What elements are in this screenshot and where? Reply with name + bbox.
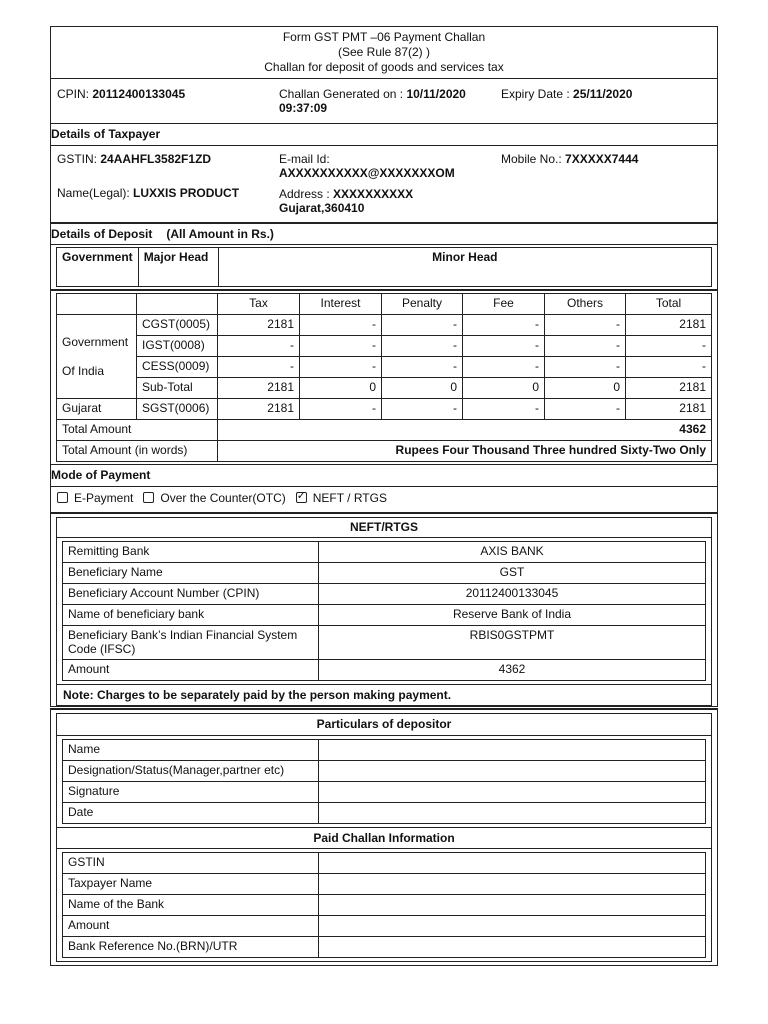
legal-name-value: LUXXIS PRODUCT (133, 186, 240, 201)
neft-note: Note: Charges to be separately paid by the person making payment. (57, 684, 711, 705)
paid-value-blank (319, 937, 706, 958)
cell-value: - (463, 336, 545, 357)
option-label: Over the Counter(OTC) (160, 491, 286, 505)
cell-value: - (300, 336, 382, 357)
neft-section (51, 512, 717, 706)
paid-value-blank (319, 853, 706, 874)
cell-value: - (300, 315, 382, 336)
total-words-label: Total Amount (in words) (57, 441, 218, 462)
depositor-value-blank (319, 740, 706, 761)
depositor-value-blank (319, 782, 706, 803)
cell-value: 0 (382, 378, 463, 399)
deposit-section-title (51, 222, 717, 244)
checkbox-neft-checked[interactable] (296, 492, 307, 503)
table-row (63, 895, 706, 916)
cell-value: - (218, 357, 300, 378)
email-label: E-mail Id: (279, 152, 330, 166)
cell-value: - (300, 399, 382, 420)
address-label: Address : (279, 186, 330, 201)
cell-value: - (626, 336, 712, 357)
deposit-unit-note: (All Amount in Rs.) (166, 227, 274, 241)
depositor-value-blank (319, 803, 706, 824)
head-minor: Minor Head (218, 248, 711, 287)
gov-india-cell (57, 315, 137, 399)
cell-value: 2181 (626, 399, 712, 420)
taxpayer-section-title: Details of Taxpayer (51, 123, 717, 145)
total-amount-value: 4362 (218, 420, 712, 441)
cpin-value: 20112400133045 (92, 87, 186, 101)
total-amount-label: Total Amount (57, 420, 218, 441)
neft-value: RBIS0GSTPMT (319, 626, 706, 660)
neft-label: Remitting Bank (63, 542, 319, 563)
payment-option-neft[interactable] (296, 491, 387, 508)
depositor-label: Signature (63, 782, 319, 803)
table-row (63, 626, 706, 660)
col-penalty: Penalty (382, 294, 463, 315)
gstin-field (57, 152, 267, 166)
head-major: Major Head (138, 248, 218, 287)
table-row (63, 542, 706, 563)
taxpayer-middle (273, 146, 495, 222)
row-head: CGST(0005) (137, 315, 218, 336)
cell-value: 2181 (218, 399, 300, 420)
option-label: NEFT / RTGS (312, 491, 387, 505)
state-label: Gujarat (57, 399, 137, 420)
form-title-block (51, 27, 717, 78)
table-row (63, 659, 706, 680)
option-label: E-Payment (74, 491, 134, 505)
cell-value: - (463, 399, 545, 420)
total-words-value: Rupees Four Thousand Three hundred Sixty-Two Only (218, 441, 712, 462)
payment-mode-options (51, 486, 717, 512)
paid-value-blank (319, 874, 706, 895)
paid-label: Taxpayer Name (63, 874, 319, 895)
row-head: Sub-Total (137, 378, 218, 399)
col-others: Others (545, 294, 626, 315)
col-total: Total (626, 294, 712, 315)
paid-challan-table (62, 852, 706, 958)
cell-value: 2181 (626, 378, 712, 399)
expiry-label: Expiry Date : (501, 87, 570, 101)
cell-value: - (382, 357, 463, 378)
paid-label: Name of the Bank (63, 895, 319, 916)
neft-value: 4362 (319, 659, 706, 680)
depositor-title: Particulars of depositor (57, 714, 711, 736)
cell-value: - (300, 357, 382, 378)
neft-box (56, 517, 712, 706)
table-row (57, 399, 712, 420)
mobile-label: Mobile No.: (501, 152, 562, 166)
taxpayer-left (51, 146, 273, 222)
checkbox-epayment[interactable] (57, 492, 68, 503)
deposit-head-row (51, 244, 717, 289)
legal-name-field (57, 186, 267, 200)
gov-india-line2: Of India (62, 363, 105, 378)
total-words-row (57, 441, 712, 462)
deposit-head-table (56, 247, 712, 287)
deposit-column-header (57, 294, 712, 315)
table-row (63, 740, 706, 761)
cell-value: - (545, 399, 626, 420)
cell-value: - (545, 336, 626, 357)
paid-label: Bank Reference No.(BRN)/UTR (63, 937, 319, 958)
challan-form (50, 26, 718, 966)
cell-value: - (545, 315, 626, 336)
neft-label: Name of beneficiary bank (63, 605, 319, 626)
address-field (279, 187, 489, 216)
expiry-date: 25/11/2020 (573, 87, 633, 101)
depositor-block (50, 708, 718, 966)
address-line1: XXXXXXXXXX (333, 186, 414, 201)
neft-table-wrap (57, 538, 711, 684)
table-row (63, 853, 706, 874)
cell-value: - (626, 357, 712, 378)
challan-info-row (51, 78, 717, 123)
cell-value: - (463, 315, 545, 336)
cell-value: 2181 (626, 315, 712, 336)
neft-value: GST (319, 563, 706, 584)
address-line2: Gujarat,360410 (279, 201, 365, 216)
deposit-table-row (51, 289, 717, 462)
cell-value: - (463, 357, 545, 378)
cpin-cell (51, 79, 273, 123)
table-row (63, 782, 706, 803)
cell-value: 0 (300, 378, 382, 399)
gstin-label: GSTIN: (57, 152, 98, 166)
table-row (63, 937, 706, 958)
payment-mode-title: Mode of Payment (51, 464, 717, 486)
table-row (63, 916, 706, 937)
table-row (57, 378, 712, 399)
depositor-value-blank (319, 761, 706, 782)
expiry-cell (495, 79, 717, 123)
table-row (57, 315, 712, 336)
depositor-table-wrap (57, 736, 711, 827)
table-row (63, 563, 706, 584)
depositor-label: Name (63, 740, 319, 761)
table-row (63, 761, 706, 782)
paid-challan-table-wrap (57, 849, 711, 961)
col-interest: Interest (300, 294, 382, 315)
cpin-label: CPIN: (57, 87, 90, 101)
generated-date: 10/11/2020 (406, 87, 466, 101)
cell-value: 2181 (218, 315, 300, 336)
cell-value: - (382, 336, 463, 357)
generated-cell (273, 79, 495, 123)
taxpayer-right (495, 146, 717, 222)
total-amount-row (57, 420, 712, 441)
row-head: SGST(0006) (137, 399, 218, 420)
paid-challan-title: Paid Challan Information (57, 827, 711, 849)
row-head: CESS(0009) (137, 357, 218, 378)
table-row (63, 803, 706, 824)
table-row (63, 874, 706, 895)
blank-header (137, 294, 218, 315)
neft-label: Beneficiary Bank’s Indian Financial System Code (IFSC) (63, 626, 319, 660)
neft-value: 20112400133045 (319, 584, 706, 605)
depositor-table (62, 739, 706, 824)
table-row (63, 584, 706, 605)
depositor-label: Date (63, 803, 319, 824)
col-tax: Tax (218, 294, 300, 315)
gstin-value: 24AAHFL3582F1ZD (100, 152, 212, 166)
email-value: AXXXXXXXXXX@XXXXXXXOM (279, 166, 455, 181)
row-head: IGST(0008) (137, 336, 218, 357)
table-row (63, 605, 706, 626)
deposit-table (56, 293, 712, 462)
paid-label: GSTIN (63, 853, 319, 874)
legal-name-label: Name(Legal): (57, 186, 130, 201)
depositor-box (56, 713, 712, 962)
cell-value: 0 (463, 378, 545, 399)
cell-value: - (218, 336, 300, 357)
paid-value-blank (319, 895, 706, 916)
head-government: Government (57, 248, 139, 287)
payment-option-epayment[interactable] (57, 491, 133, 508)
gov-india-line1: Government (62, 334, 129, 349)
depositor-label: Designation/Status(Manager,partner etc) (63, 761, 319, 782)
table-row (57, 357, 712, 378)
neft-value: Reserve Bank of India (319, 605, 706, 626)
taxpayer-details (51, 145, 717, 222)
blank-header (57, 294, 137, 315)
cell-value: - (382, 315, 463, 336)
generated-label: Challan Generated on : (279, 87, 404, 101)
cell-value: - (382, 399, 463, 420)
payment-option-otc[interactable] (143, 491, 285, 508)
paid-label: Amount (63, 916, 319, 937)
col-fee: Fee (463, 294, 545, 315)
neft-label: Beneficiary Account Number (CPIN) (63, 584, 319, 605)
mobile-value: 7XXXXX7444 (565, 152, 639, 166)
neft-title: NEFT/RTGS (57, 518, 711, 538)
challan-header-block (50, 26, 718, 707)
form-subtitle: Challan for deposit of goods and services tax (264, 60, 504, 74)
neft-label: Beneficiary Name (63, 563, 319, 584)
cell-value: 0 (545, 378, 626, 399)
deposit-title: Details of Deposit (51, 227, 153, 241)
checkbox-otc[interactable] (143, 492, 154, 503)
cell-value: 2181 (218, 378, 300, 399)
form-rule: (See Rule 87(2) ) (337, 45, 431, 59)
neft-label: Amount (63, 659, 319, 680)
neft-value: AXIS BANK (319, 542, 706, 563)
table-row (57, 336, 712, 357)
paid-value-blank (319, 916, 706, 937)
form-title: Form GST PMT –06 Payment Challan (282, 30, 486, 44)
cell-value: - (545, 357, 626, 378)
neft-table (62, 541, 706, 681)
generated-time: 09:37:09 (279, 101, 328, 116)
